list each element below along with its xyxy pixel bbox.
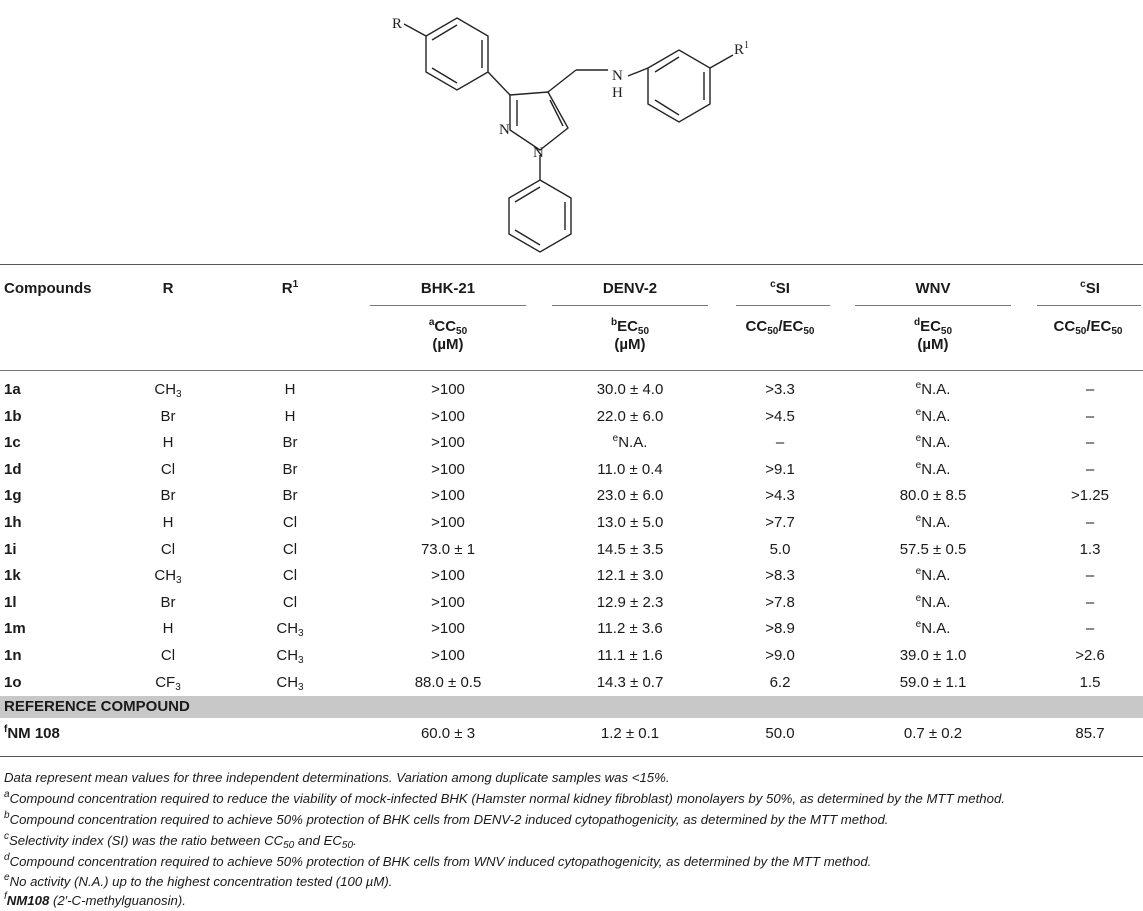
- footnote-main: Data represent mean values for three independent determinations. Variation among duplicate samples was <15%.: [4, 770, 670, 785]
- r-substituent: $CH_3$: [154, 567, 182, 587]
- r1-substituent: Br: [282, 434, 298, 452]
- cc50-value: >100: [431, 381, 465, 398]
- denv-ec50-value: 11.0 ± 0.4: [597, 460, 663, 478]
- header-r: R: [162, 280, 174, 297]
- denv-ec50-value: 12.9 ± 2.3: [596, 593, 664, 611]
- reference-si-2: 85.7: [1075, 725, 1105, 742]
- reference-name: $^f$NM 108: [4, 724, 60, 742]
- wnv-si-value: 1.3: [1079, 540, 1101, 558]
- r-substituent: $CF_3$: [155, 673, 181, 693]
- denv-ec50-value: $^e$N.A.: [612, 433, 648, 452]
- right-phenyl-ring: [648, 50, 710, 122]
- cc50-value: >100: [431, 593, 465, 611]
- compound-id: 1k: [4, 567, 21, 585]
- cc50-value: 73.0 ± 1: [420, 540, 476, 558]
- denv-si-value: >7.7: [765, 514, 795, 531]
- denv-ec50-value: 30.0 ± 4.0: [596, 381, 664, 398]
- denv-ec50-value: 11.1 ± 1.6: [597, 647, 663, 664]
- reference-compound-label: REFERENCE COMPOUND: [4, 698, 190, 715]
- cc50-value: >100: [431, 434, 465, 452]
- pyrazole-ring: [510, 92, 568, 150]
- wnv-ec50-value: $^e$N.A.: [915, 406, 951, 425]
- compound-id: 1g: [4, 487, 22, 505]
- r-substituent: H: [162, 620, 174, 638]
- cc50-value: >100: [431, 620, 465, 638]
- wnv-ec50-value: $^e$N.A.: [915, 513, 951, 531]
- wnv-si-value: –: [1085, 620, 1095, 638]
- chemical-structure: [0, 0, 1143, 262]
- compound-id: 1o: [4, 673, 22, 691]
- wnv-ec50-value: 80.0 ± 8.5: [899, 487, 967, 505]
- r1-label: $R^1$: [734, 40, 750, 58]
- reference-cc50: 60.0 ± 3: [420, 725, 476, 742]
- cc50-value: >100: [431, 514, 465, 531]
- header-cc50: $^aCC_{50}$ (µM): [428, 317, 468, 353]
- r1-substituent: H: [284, 407, 296, 425]
- left-phenyl-ring: [426, 18, 488, 90]
- header-ec50: $^bEC_{50}$ (µM): [610, 317, 650, 353]
- r1-substituent: $CH_3$: [276, 620, 304, 640]
- cc50-value: >100: [431, 487, 465, 505]
- denv-si-value: >9.1: [765, 460, 795, 478]
- reference-compound-band: [0, 696, 1143, 718]
- compound-id: 1m: [4, 620, 26, 638]
- si2-underline: [1037, 305, 1141, 306]
- footnote-a: $^a$Compound concentration required to reduce the viability of mock-infected BHK (Hamster normal kidney fibroblast) monolayers by 50%, as determined by the MTT method.: [4, 789, 1005, 806]
- r-label: R: [392, 16, 403, 32]
- compound-id: 1l: [4, 593, 17, 611]
- r-substituent: Br: [160, 407, 176, 425]
- wnv-si-value: >1.25: [1071, 487, 1109, 505]
- compound-id: 1b: [4, 407, 22, 425]
- denv-underline: [552, 305, 708, 306]
- r1-substituent: Cl: [282, 593, 298, 611]
- footnote-f: $^f$NM108 (2′-C-methylguanosin).: [4, 891, 186, 908]
- cc50-value: >100: [431, 647, 465, 664]
- header-cc50-ec50: $CC_{50}/EC_{50}$: [745, 318, 815, 337]
- wnv-si-value: –: [1085, 514, 1095, 531]
- wnv-ec50-value: $^e$N.A.: [915, 433, 951, 452]
- r-substituent: Br: [160, 487, 176, 505]
- compound-id: 1n: [4, 647, 22, 664]
- reference-si: 50.0: [765, 725, 795, 742]
- r1-substituent: $CH_3$: [276, 673, 304, 693]
- r-substituent: Cl: [160, 460, 176, 478]
- denv-si-value: >3.3: [765, 381, 795, 398]
- table-top-rule: [0, 264, 1143, 265]
- compound-id: 1a: [4, 381, 21, 398]
- cc50-value: >100: [431, 567, 465, 585]
- denv-si-value: 5.0: [769, 540, 791, 558]
- denv-si-value: >8.9: [765, 620, 795, 638]
- r1-substituent: Cl: [282, 567, 298, 585]
- r1-substituent: Br: [282, 460, 298, 478]
- n1-label: N: [533, 145, 544, 161]
- footnote-c: $^c$Selectivity index (SI) was the ratio between $CC_{50}$ and $EC_{50}$.: [4, 831, 357, 851]
- wnv-underline: [855, 305, 1011, 306]
- compound-id: 1c: [4, 434, 21, 452]
- wnv-si-value: –: [1085, 381, 1095, 398]
- header-r1: $R^1$: [281, 279, 299, 297]
- cc50-value: 88.0 ± 0.5: [414, 673, 482, 691]
- wnv-si-value: –: [1085, 407, 1095, 425]
- compound-id: 1d: [4, 460, 22, 478]
- wnv-ec50-value: $^e$N.A.: [915, 380, 951, 398]
- reference-wnv-ec50: 0.7 ± 0.2: [903, 725, 963, 742]
- bottom-phenyl-ring: [509, 180, 571, 252]
- r-substituent: H: [162, 514, 174, 531]
- denv-si-value: >9.0: [765, 647, 795, 664]
- wnv-si-value: >2.6: [1075, 647, 1105, 664]
- footnote-d: $^d$Compound concentration required to achieve 50% protection of BHK cells from WNV induced cytopathogenicity, as determined by the MTT method.: [4, 852, 872, 869]
- denv-si-value: >7.8: [765, 593, 795, 611]
- wnv-ec50-value: $^e$N.A.: [915, 619, 951, 638]
- denv-ec50-value: 23.0 ± 6.0: [596, 487, 664, 505]
- wnv-si-value: 1.5: [1079, 673, 1101, 691]
- table-bottom-rule: [0, 756, 1143, 757]
- denv-ec50-value: 14.5 ± 3.5: [596, 540, 664, 558]
- denv-ec50-value: 22.0 ± 6.0: [596, 407, 664, 425]
- header-compounds: Compounds: [4, 280, 92, 297]
- header-cc50-ec50-2: $CC_{50}/EC_{50}$: [1053, 318, 1123, 337]
- wnv-si-value: –: [1085, 567, 1095, 585]
- cc50-value: >100: [431, 460, 465, 478]
- nh-n-label: N: [612, 68, 623, 84]
- r-substituent: Cl: [160, 540, 176, 558]
- reference-ec50: 1.2 ± 0.1: [600, 725, 660, 742]
- header-si-2: $^c$SI: [1080, 279, 1100, 297]
- wnv-si-value: –: [1085, 434, 1095, 452]
- denv-si-value: –: [775, 434, 785, 452]
- r-substituent: H: [162, 434, 174, 452]
- compound-id: 1h: [4, 514, 22, 531]
- bhk-underline: [370, 305, 526, 306]
- header-si: $^c$SI: [770, 279, 790, 297]
- r-substituent: $CH_3$: [154, 381, 182, 400]
- wnv-si-value: –: [1085, 460, 1095, 478]
- header-denv2: DENV-2: [602, 280, 658, 297]
- cc50-value: >100: [431, 407, 465, 425]
- n2-label: N: [499, 122, 510, 138]
- r-substituent: Cl: [160, 647, 176, 664]
- nh-h-label: H: [612, 85, 623, 101]
- r1-substituent: Br: [282, 487, 298, 505]
- denv-si-value: >8.3: [765, 567, 795, 585]
- r1-substituent: Cl: [282, 514, 298, 531]
- si-underline: [736, 305, 830, 306]
- wnv-ec50-value: $^e$N.A.: [915, 592, 951, 611]
- r-substituent: Br: [160, 593, 176, 611]
- wnv-ec50-value: 57.5 ± 0.5: [899, 540, 967, 558]
- header-bhk21: BHK-21: [420, 280, 476, 297]
- denv-si-value: 6.2: [769, 673, 791, 691]
- wnv-ec50-value: 39.0 ± 1.0: [899, 647, 967, 664]
- r1-substituent: $CH_3$: [276, 647, 304, 666]
- denv-si-value: >4.5: [765, 407, 795, 425]
- header-bottom-rule: [0, 370, 1143, 371]
- compound-id: 1i: [4, 540, 17, 558]
- wnv-ec50-value: $^e$N.A.: [915, 566, 951, 585]
- denv-ec50-value: 11.2 ± 3.6: [597, 620, 663, 638]
- denv-ec50-value: 12.1 ± 3.0: [596, 567, 664, 585]
- wnv-ec50-value: 59.0 ± 1.1: [899, 673, 967, 691]
- header-wnv: WNV: [915, 280, 951, 297]
- wnv-si-value: –: [1085, 593, 1095, 611]
- footnote-e: $^e$No activity (N.A.) up to the highest concentration tested (100 µM).: [4, 872, 393, 889]
- wnv-ec50-value: $^e$N.A.: [915, 459, 951, 478]
- denv-ec50-value: 13.0 ± 5.0: [596, 514, 664, 531]
- pyrazole-scaffold-drawing: [0, 0, 1143, 262]
- r1-substituent: H: [284, 381, 296, 398]
- header-ec50-wnv: $^dEC_{50}$ (µM): [913, 317, 953, 353]
- denv-ec50-value: 14.3 ± 0.7: [596, 673, 664, 691]
- r1-substituent: Cl: [282, 540, 298, 558]
- denv-si-value: >4.3: [765, 487, 795, 505]
- footnote-b: $^b$Compound concentration required to achieve 50% protection of BHK cells from DENV-2 induced cytopathogenicity, as determined by the MTT method.: [4, 810, 889, 827]
